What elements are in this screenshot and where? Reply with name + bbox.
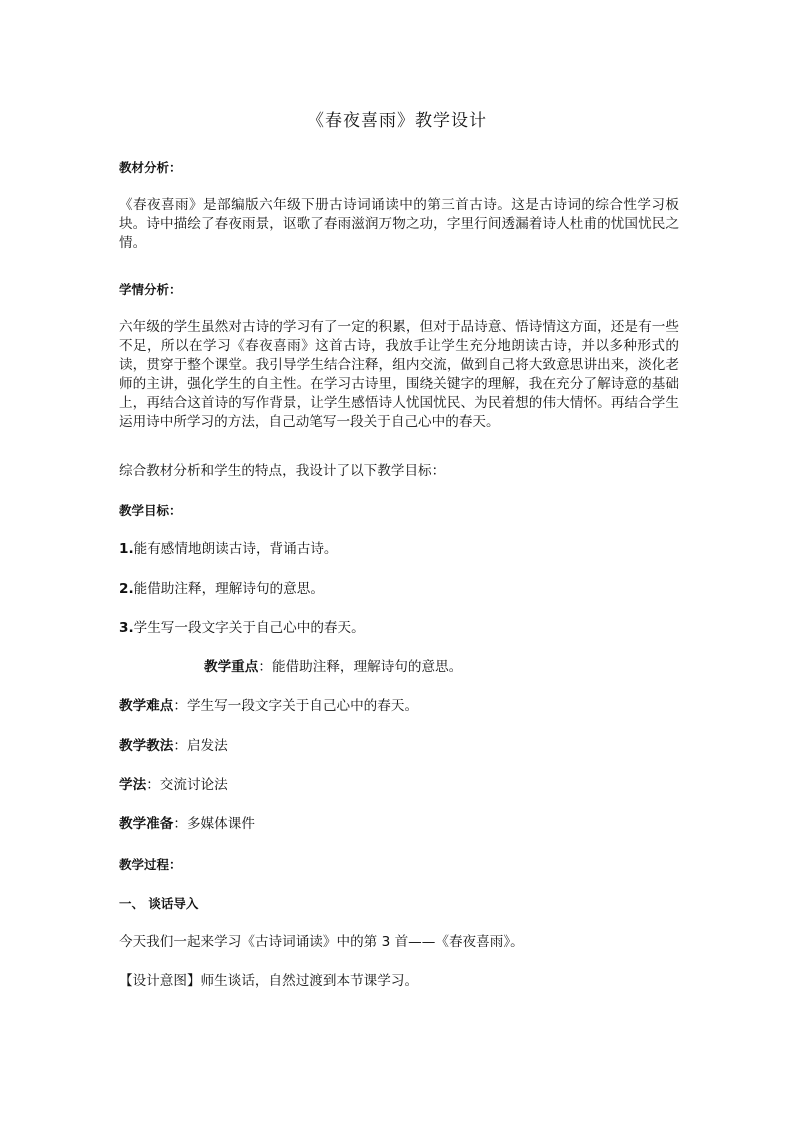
goal-item [119, 580, 679, 599]
design-intent-line: 【设计意图】师生谈话，自然过渡到本节课学习。 [119, 973, 419, 989]
teaching-method-label: 教学教法 [119, 738, 174, 754]
teaching-method-sep: ： [173, 738, 187, 754]
preparation-line [119, 815, 679, 834]
goal-text: 能有感情地朗读古诗，背诵古诗。 [133, 541, 338, 557]
key-point-label: 教学重点 [204, 659, 259, 675]
goal-text: 学生写一段文字关于自己心中的春天。 [133, 620, 365, 636]
goal-item [119, 540, 679, 559]
goal-number: 2. [119, 581, 134, 597]
teaching-method-text: 启发法 [186, 738, 228, 754]
key-point-line [119, 658, 679, 677]
goal-number: 1. [119, 541, 134, 557]
key-point-sep: ： [258, 659, 272, 675]
difficulty-label: 教学难点 [119, 698, 174, 714]
process-heading: 教学过程： [119, 857, 182, 872]
intro-line: 今天我们一起来学习《古诗词诵读》中的第 3 首——《春夜喜雨》。 [119, 934, 524, 950]
difficulty-text: 学生写一段文字关于自己心中的春天。 [186, 698, 419, 714]
material-analysis-heading: 教材分析： [119, 160, 182, 175]
difficulty-line [119, 697, 679, 716]
page-title: 《春夜喜雨》教学设计 [307, 111, 487, 131]
learning-method-sep: ： [146, 777, 160, 793]
difficulty-sep: ： [173, 698, 187, 714]
learning-method-line [119, 776, 679, 795]
key-point-text: 能借助注释，理解诗句的意思。 [271, 659, 463, 675]
goal-text: 能借助注释，理解诗句的意思。 [133, 581, 324, 597]
summary-line: 综合教材分析和学生的特点，我设计了以下教学目标： [119, 463, 446, 479]
preparation-sep: ： [173, 816, 187, 832]
teaching-method-line [119, 737, 679, 756]
learning-method-text: 交流讨论法 [159, 777, 228, 793]
goal-item [119, 619, 679, 638]
goals-heading: 教学目标： [119, 503, 182, 518]
student-analysis-heading: 学情分析： [119, 282, 182, 297]
student-analysis-text: 六年级的学生虽然对古诗的学习有了一定的积累，但对于品诗意、悟诗情这方面，还是有一些不足，所以在学习《春夜喜雨》这首古诗，我放手让学生充分地朗读古诗，并以多种形式的读，贯穿于整个课堂。我引导学生结合注释，组内交流，做到自己将大致意思讲出来，淡化老师的主讲，强化学生的自主性。在学习古诗里，围绕关键字的理解，我在充分了解诗意的基础上，再结合这首诗的写作背景，让学生感悟诗人忧国忧民、为民着想的伟大情怀。再结合学生运用诗中所学习的方法，自己动笔写一段关于自己心中的春天。 [119, 319, 679, 430]
material-analysis-text: 《春夜喜雨》是部编版六年级下册古诗词诵读中的第三首古诗。这是古诗词的综合性学习板块。诗中描绘了春夜雨景，讴歌了春雨滋润万物之功，字里行间透漏着诗人杜甫的忧国忧民之情。 [119, 197, 679, 251]
goal-number: 3. [119, 620, 134, 636]
preparation-label: 教学准备 [119, 816, 174, 832]
preparation-text: 多媒体课件 [186, 816, 255, 832]
section-one-heading: 一、 谈话导入 [119, 896, 199, 911]
learning-method-label: 学法 [119, 777, 147, 793]
